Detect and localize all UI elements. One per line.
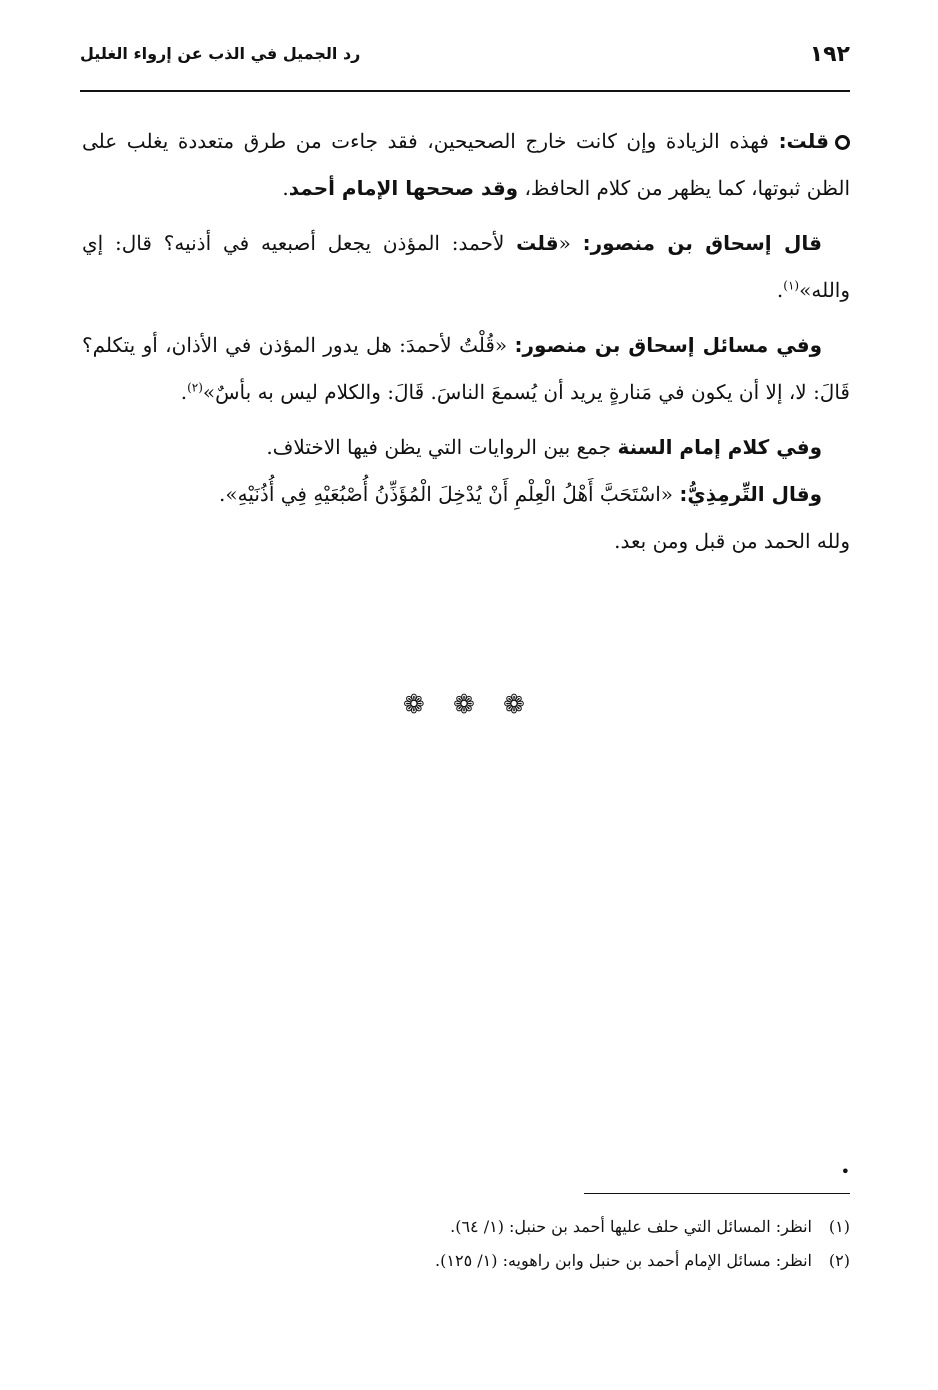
paragraph-end: . (282, 176, 289, 200)
main-text (82, 118, 850, 565)
paragraph-lead: قلت: (778, 129, 829, 153)
footnote-dot: • (840, 1162, 850, 1181)
quote-open: « (558, 231, 583, 255)
paragraph-text: «اسْتَحَبَّ أَهْلُ الْعِلْمِ أَنْ يُدْخِلَ الْمُؤَذِّنُ أُصْبُعَيْهِ فِي أُذُنَيْهِ». (219, 482, 680, 506)
footnote-item (82, 1244, 850, 1278)
footnote-item (82, 1210, 850, 1244)
paragraph-text: «قُلْتُ لأحمدَ: هل يدور المؤذن في الأذان، أو يتكلم؟ قَالَ: لا، إلا أن يكون في مَنارةٍ يريد أن يُسمعَ الناسَ. قَالَ: والكلام ليس به بأسٌ» (82, 333, 850, 404)
paragraph-lead: وقال التِّرمِذِيُّ: (679, 482, 822, 506)
footnote-ref[interactable]: (٢) (187, 380, 203, 395)
page-number: ١٩٢ (809, 42, 850, 67)
paragraph-lead: قال إسحاق بن منصور: (582, 231, 822, 255)
paragraph-text: فهذه الزيادة وإن كانت خارج الصحيحين، فقد جاءت من طرق متعددة يغلب على الظن ثبوتها، كما يظهر من كلام الحافظ، (82, 129, 850, 200)
paragraph-bold-word: قلت (516, 231, 559, 255)
footnote-number: (١) (828, 1217, 850, 1236)
footnote-number: (٢) (828, 1251, 850, 1270)
paragraph-end: . (180, 380, 188, 404)
paragraph-imam-sunna (82, 424, 850, 471)
section-divider-stars: ❁ ❁ ❁ (403, 690, 535, 720)
paragraph-text: لأحمد: المؤذن يجعل أصبعيه في أذنيه؟ قال: إي والله» (82, 231, 850, 302)
paragraph-ishaq (82, 220, 850, 314)
paragraph-bold-tail: وقد صححها الإمام أحمد (288, 176, 519, 200)
paragraph-text: جمع بين الروايات التي يظن فيها الاختلاف. (266, 435, 618, 459)
footnote-ref[interactable]: (١) (783, 278, 800, 293)
footnote-separator (584, 1193, 850, 1194)
paragraph-masail (82, 322, 850, 416)
circle-bullet-icon (835, 135, 850, 150)
footnote-text: انظر: المسائل التي حلف عليها أحمد بن حنبل: (١/ ٦٤). (450, 1217, 812, 1236)
paragraph-lead: وفي مسائل إسحاق بن منصور: (514, 333, 823, 357)
paragraph-lead: وفي كلام إمام السنة (617, 435, 822, 459)
page-header (80, 34, 850, 92)
paragraph-text: ولله الحمد من قبل ومن بعد. (614, 529, 850, 553)
footnotes (82, 1210, 850, 1278)
paragraph-qult (82, 118, 850, 212)
paragraph-closing (82, 518, 850, 565)
paragraph-end: . (776, 278, 784, 302)
running-title: رد الجميل في الذب عن إرواء الغليل (80, 44, 361, 63)
paragraph-tirmidhi (82, 471, 850, 518)
footnote-text: انظر: مسائل الإمام أحمد بن حنبل وابن راهويه: (١/ ١٢٥). (435, 1251, 812, 1270)
